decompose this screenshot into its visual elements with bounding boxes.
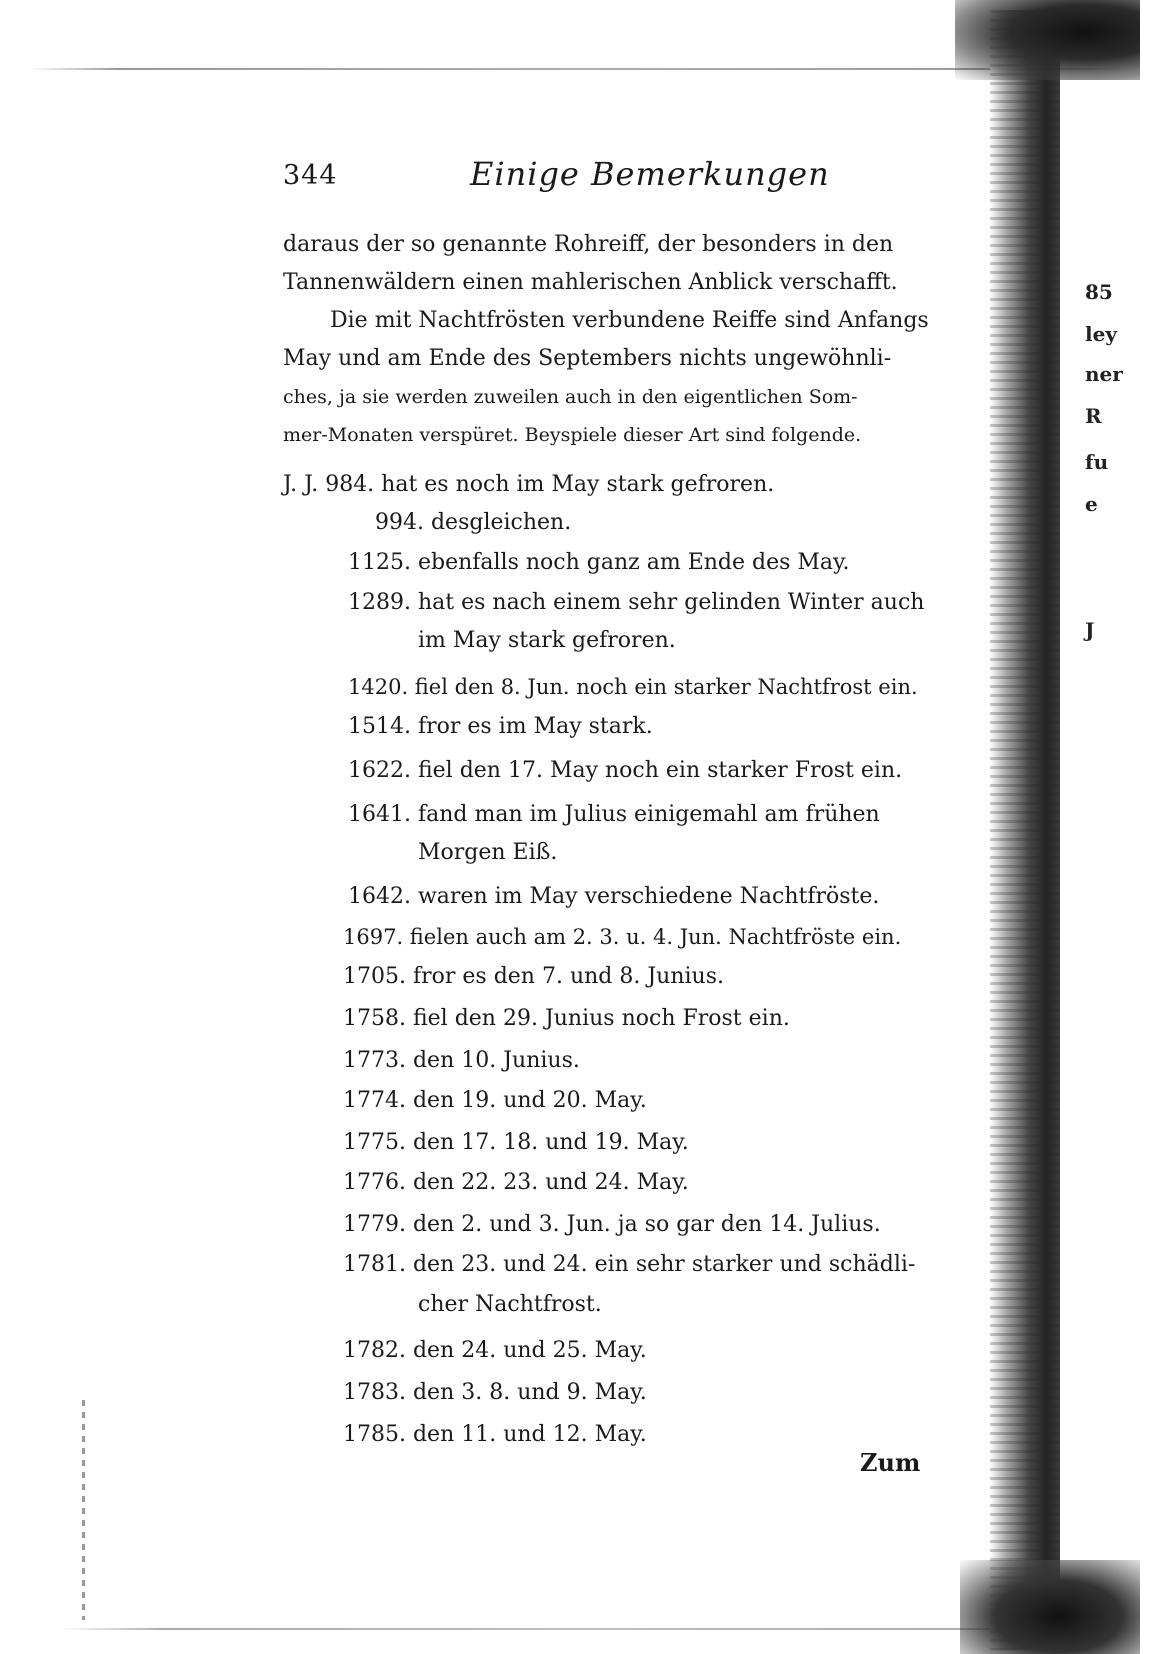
entry-line: 1125. ebenfalls noch ganz am Ende des May. xyxy=(348,550,850,575)
entry-line: 1641. fand man im Julius einigemahl am frühen xyxy=(348,802,880,827)
entry-line: im May stark gefroren. xyxy=(418,628,676,653)
book-gutter-shadow xyxy=(990,10,1060,1650)
catchword: Zum xyxy=(860,1448,921,1477)
facing-page-fragment: R xyxy=(1085,404,1102,428)
page-number: 344 xyxy=(283,160,338,191)
entry-line: 1775. den 17. 18. und 19. May. xyxy=(343,1130,689,1155)
entry-line: 1758. fiel den 29. Junius noch Frost ein. xyxy=(343,1006,790,1031)
entry-line: 1420. fiel den 8. Jun. noch ein starker Nachtfrost ein. xyxy=(348,675,918,699)
entry-line: 1776. den 22. 23. und 24. May. xyxy=(343,1170,689,1195)
body-line: Tannenwäldern einen mahlerischen Anblick verschafft. xyxy=(283,270,898,295)
body-line: Die mit Nachtfrösten verbundene Reiffe sind Anfangs xyxy=(330,308,929,333)
facing-page-fragment: ner xyxy=(1085,362,1123,386)
entry-line: 1785. den 11. und 12. May. xyxy=(343,1422,647,1447)
entry-line: 1705. fror es den 7. und 8. Junius. xyxy=(343,964,724,989)
entry-line: 1697. fielen auch am 2. 3. u. 4. Jun. Nachtfröste ein. xyxy=(343,925,902,949)
entry-line: J. J. 984. hat es noch im May stark gefroren. xyxy=(283,472,775,497)
left-margin-mark xyxy=(82,1400,85,1620)
entry-line: 1773. den 10. Junius. xyxy=(343,1048,580,1073)
entry-line: 1781. den 23. und 24. ein sehr starker und schädli- xyxy=(343,1252,916,1277)
entry-line: 1514. fror es im May stark. xyxy=(348,714,653,739)
entry-line: 994. desgleichen. xyxy=(375,510,572,535)
gutter-top-shadow xyxy=(955,0,1140,80)
facing-page-fragment: 85 xyxy=(1085,280,1113,304)
facing-page-fragment: fu xyxy=(1085,450,1109,474)
gutter-bottom-shadow xyxy=(960,1560,1140,1654)
entry-line: 1782. den 24. und 25. May. xyxy=(343,1338,647,1363)
body-line: May und am Ende des Septembers nichts ungewöhnli- xyxy=(283,346,892,371)
entry-line: 1783. den 3. 8. und 9. May. xyxy=(343,1380,647,1405)
body-line: mer-Monaten verspüret. Beyspiele dieser Art sind folgende. xyxy=(283,424,862,446)
entry-line: Morgen Eiß. xyxy=(418,840,558,865)
entry-line: 1622. fiel den 17. May noch ein starker Frost ein. xyxy=(348,758,903,783)
scan-bottom-edge xyxy=(60,1628,1110,1630)
entry-line: 1779. den 2. und 3. Jun. ja so gar den 14. Julius. xyxy=(343,1212,881,1237)
entry-line: 1642. waren im May verschiedene Nachtfröste. xyxy=(348,884,880,909)
facing-page-fragment: J xyxy=(1085,618,1095,642)
facing-page-fragment: ley xyxy=(1085,322,1117,346)
entry-line: 1289. hat es nach einem sehr gelinden Winter auch xyxy=(348,590,925,615)
facing-page-fragment: e xyxy=(1085,492,1098,516)
running-head: Einige Bemerkungen xyxy=(470,155,830,193)
entry-line: 1774. den 19. und 20. May. xyxy=(343,1088,647,1113)
body-line: daraus der so genannte Rohreiff, der besonders in den xyxy=(283,232,894,257)
body-line: ches, ja sie werden zuweilen auch in den eigentlichen Som- xyxy=(283,386,858,408)
entry-line: cher Nachtfrost. xyxy=(418,1292,602,1317)
